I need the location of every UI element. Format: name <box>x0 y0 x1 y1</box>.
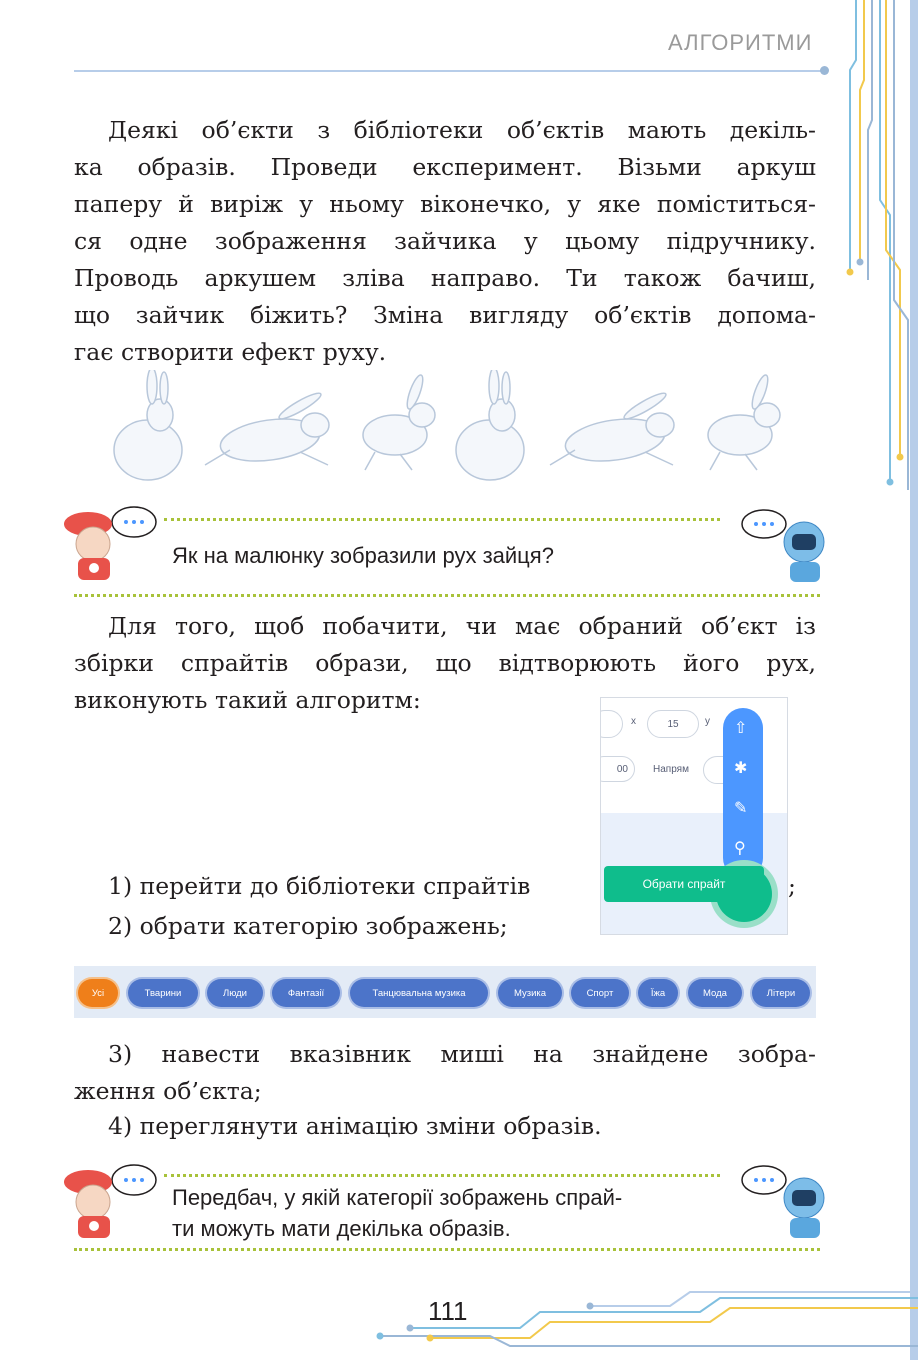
step-1: 1) перейти до бібліотеки спрайтів <box>108 872 531 900</box>
intro-line: Деякі об’єкти з бібліотеки об’єктів мають декіль- <box>108 116 816 144</box>
intro-line: паперу й виріж у ньому віконечко, у яке поміститься- <box>74 190 816 218</box>
category-people[interactable]: Люди <box>207 979 263 1007</box>
category-fantasy[interactable]: Фантазії <box>272 979 340 1007</box>
paint-icon[interactable]: ✎ <box>734 800 748 817</box>
category-dance-music[interactable]: Танцювальна музика <box>350 979 488 1007</box>
step-3-line: 3) навести вказівник миші на знайдене зобра- <box>108 1040 816 1068</box>
x-label: x <box>631 716 636 727</box>
intro-line: ка образів. Проведи експеримент. Візьми аркуш <box>74 153 816 181</box>
girl-robot-icon <box>48 1160 158 1242</box>
intro-line: Проводь аркушем зліва направо. Ти також бачиш, <box>74 264 816 292</box>
blue-robot-icon <box>736 506 836 586</box>
search-icon[interactable]: ⚲ <box>734 840 746 857</box>
question-text: Як на малюнку зобразили рух зайця? <box>172 543 554 568</box>
surprise-icon[interactable]: ✱ <box>734 760 748 777</box>
intro-line: що зайчик біжить? Зміна вигляду об’єктів допома- <box>74 301 816 329</box>
direction-label: Напрям <box>653 764 689 775</box>
y-label: y <box>705 716 710 727</box>
dotted-rule <box>164 1174 720 1177</box>
step-3 <box>74 1036 816 1110</box>
hare-jumping-3 <box>363 373 435 470</box>
prediction-line: Передбач, у якій категорії зображень спрай- <box>172 1185 623 1210</box>
page-number: 111 <box>428 1296 468 1326</box>
step-2: 2) обрати категорію зображень; <box>108 912 508 940</box>
intro-paragraph <box>74 112 816 371</box>
hare-jumping-6 <box>708 373 780 470</box>
upload-icon[interactable]: ⇧ <box>734 720 748 737</box>
blue-robot-icon <box>736 1162 836 1242</box>
algorithm-intro-line: Для того, щоб побачити, чи має обраний об’єкт із <box>108 612 816 640</box>
direction-value-field[interactable]: 00 <box>600 756 635 782</box>
choose-sprite-tooltip[interactable]: Обрати спрайт <box>604 866 764 902</box>
dotted-rule <box>164 518 720 521</box>
girl-robot-icon <box>48 502 158 584</box>
category-animals[interactable]: Тварини <box>128 979 198 1007</box>
header-rule-dot <box>820 66 829 75</box>
category-music[interactable]: Музика <box>498 979 562 1007</box>
hare-animation-frames <box>100 370 800 490</box>
prediction-question <box>172 1182 732 1244</box>
hare-running-2 <box>205 390 329 467</box>
category-letters[interactable]: Літери <box>752 979 810 1007</box>
category-fashion[interactable]: Мода <box>688 979 742 1007</box>
category-all[interactable]: Усі <box>78 979 118 1007</box>
algorithm-intro-line: виконують такий алгоритм: <box>74 686 421 714</box>
step-3-line: ження об’єкта; <box>74 1077 262 1105</box>
intro-line: гає створити ефект руху. <box>74 338 387 366</box>
category-food[interactable]: Їжа <box>638 979 678 1007</box>
step-4: 4) переглянути анімацію зміни образів. <box>108 1112 602 1140</box>
algorithm-intro-line: збірки спрайтів образи, що відтворюють його рух, <box>74 649 816 677</box>
dotted-rule <box>74 594 820 597</box>
step-1-end: ; <box>788 872 796 900</box>
hare-running-5 <box>550 390 674 467</box>
hare-sitting-1 <box>114 370 182 480</box>
circuit-decoration <box>820 0 918 1360</box>
section-title: АЛГОРИТМИ <box>668 30 813 55</box>
x-value-field[interactable]: 15 <box>647 710 699 738</box>
prediction-line: ти можуть мати декілька образів. <box>172 1216 511 1241</box>
category-sport[interactable]: Спорт <box>571 979 629 1007</box>
intro-line: ся одне зображення зайчика у цьому підручнику. <box>74 227 816 255</box>
hare-sitting-4 <box>456 370 524 480</box>
header-rule <box>74 70 824 72</box>
dotted-rule <box>74 1248 820 1251</box>
